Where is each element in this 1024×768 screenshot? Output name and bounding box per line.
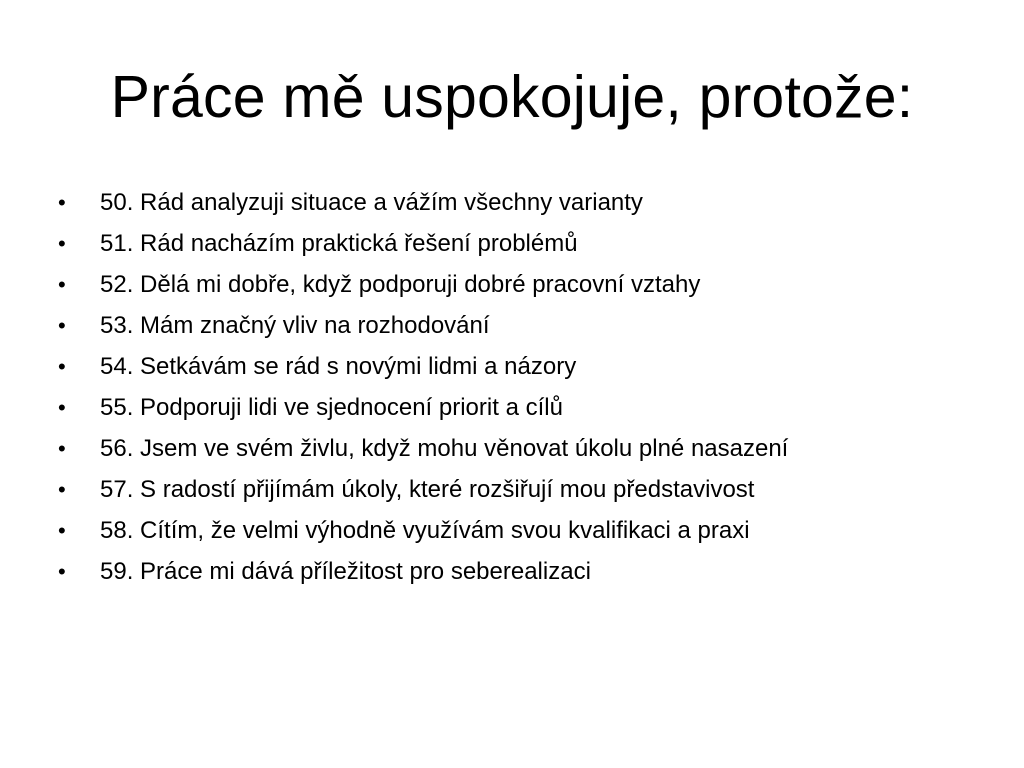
bullet-dot-icon: • [58,436,66,461]
list-item [58,551,998,592]
list-item [58,223,998,264]
bullet-dot-icon: • [58,395,66,420]
list-item-text: 54. Setkávám se rád s novými lidmi a názory [100,353,577,380]
list-item-text: 52. Dělá mi dobře, když podporuji dobré pracovní vztahy [100,271,701,298]
bullet-dot-icon: • [58,190,66,215]
list-item [58,264,998,305]
list-item [58,305,998,346]
list-item-text: 55. Podporuji lidi ve sjednocení priorit a cílů [100,394,563,421]
list-item-text: 51. Rád nacházím praktická řešení problémů [100,230,578,257]
list-item [58,510,998,551]
list-item [58,346,998,387]
bullet-dot-icon: • [58,272,66,297]
bullet-list [58,182,998,592]
list-item-text: 57. S radostí přijímám úkoly, které rozšiřují mou představivost [100,476,755,503]
list-item-text: 58. Cítím, že velmi výhodně využívám svou kvalifikaci a praxi [100,517,750,544]
list-item-text: 50. Rád analyzuji situace a vážím všechny varianty [100,189,643,216]
list-item-text: 56. Jsem ve svém živlu, když mohu věnovat úkolu plné nasazení [100,435,789,462]
list-item [58,387,998,428]
bullet-dot-icon: • [58,354,66,379]
bullet-dot-icon: • [58,559,66,584]
list-item-text: 53. Mám značný vliv na rozhodování [100,312,490,339]
list-item-text: 59. Práce mi dává příležitost pro seberealizaci [100,558,591,585]
list-item [58,182,998,223]
list-item [58,428,998,469]
bullet-dot-icon: • [58,477,66,502]
bullet-dot-icon: • [58,313,66,338]
slide-title: Práce mě uspokojuje, protože: [110,64,914,130]
bullet-dot-icon: • [58,231,66,256]
list-item [58,469,998,510]
bullet-dot-icon: • [58,518,66,543]
